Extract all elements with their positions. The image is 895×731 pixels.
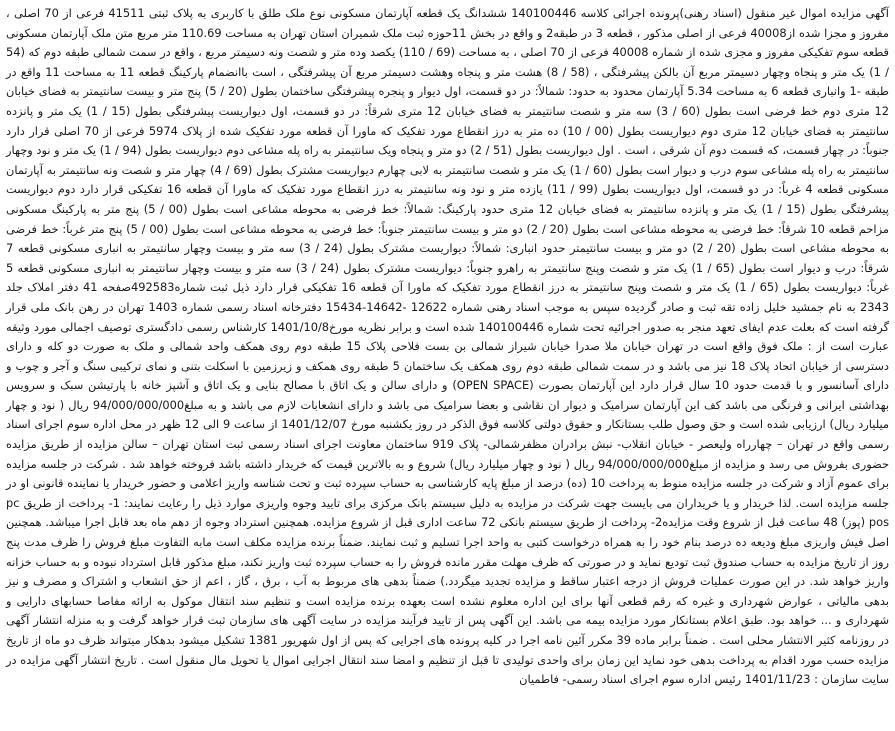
auction-notice-text: آگهی مزایده اموال غیر منقول (اسناد رهنی)پرونده اجرائی کلاسه 140100446 ششدانگ یک قطعه آپارتمان مسکونی نوع ملک طلق با کاربری به پلاک ثبتی 41511 فرعی از 70 اصلی ، مفروز و مجزا شده از40008 فرعی از اصلی مذکور ، قطعه 3 در طبقه2 و واقع در بخش 11حوزه ثبت ملک شمیران استان تهران به مساحت 110.69 متر مربع متن ملک آپارتمان مسکونی قطعه سوم تفکیکی مفروز و مجزی شده از شماره 40008 فرعی از 70 اصلی ، به مساحت (69 / 110) یکصد وده متر و شصت ونه دسیمتر مربع ، واقع در سمت شمالی طبقه دوم که (54 / 1) یک متر و پنجاه وچهار دسیمتر مربع آن بالکن پیشرفتگی ، (58 / 8) هشت متر و پنجاه وهشت دسیمتر مربع آن پیشرفتگی ، است باانضمام پارکینگ قطعه 11 به مساحت 11 واقع در طبقه -1 وانباری قطعه 6 به مساحت 5.34 آپارتمان محدود به حدود: شمالاً: در دو قسمت، اول دیوار و پنجره پیشرفتگی ساختمان بطول (20 / 5) پنج متر و بیست سانتیمتر به فضای خیابان 12 متری دوم خط فرضی است بطول (60 / 3) سه متر و شصت سانتیمتر به فضای خیابان 12 متری شرقاً: در دو قسمت، اول دیواریست پیشرفتگی بطول (15 / 1) یک متر و پانزده سانتیمتر به فضای خیابان 12 متری دوم دیواریست بطول (00 / 10) ده متر به درز انقطاع مورد تفکیک که ماورا آن قطعه مورد تفکیک شده از پلاک 5974 فرعی از 70 اصلی قرار دارد جنوباً: در چهار قسمت، که قسمت دوم آن شرقی ، است . اول دیواریست بطول (51 / 2) دو متر و پنجاه ویک سانتیمتر به راه پله مشاعی دوم دیواریست بطول (94 / 1) یک متر و نود وچهار سانتیمتر به راه پله مشاعی سوم درب و دیوار است بطول (60 / 1) یک متر و شصت سانتیمتر به لابی چهارم دیواریست مشترک بطول (69 / 4) چهار متر و شصت ونه سانتیمتر به آپارتمان مسکونی قطعه 4 غرباً: در دو قسمت، اول دیواریست بطول (99 / 11) یازده متر و نود ونه سانتیمتر به درز انقطاع مورد تفکیک که ماورا آن قطعه 16 تفکیکی قرار دارد دوم دیواریست پیشرفتگی بطول (15 / 1) یک متر و پانزده سانتیمتر به فضای خیابان 12 متری حدود پارکینگ: شمالاً: خط فرضی به محوطه مشاعی است بطول (00 / 5) پنج متر به پارکینگ مسکونی مزاحم قطعه 10 شرقاً: خط فرضی به محوطه مشاعی است بطول (20 / 2) دو متر و بیست سانتیمتر جنوباً: خط فرضی به محوطه مشاعی است بطول (00 / 5) پنج متر غرباً: خط فرضی به محوطه مشاعی است بطول (20 / 2) دو متر و بیست سانتیمتر حدود انباری: شمالاً: دیواریست مشترک بطول (24 / 3) سه متر و بیست وچهار سانتیمتر به انباری مسکونی قطعه 7 شرقاً: درب و دیوار است بطول (65 / 1) یک متر و شصت وپنج سانتیمتر به راهرو جنوباً: دیواریست مشترک بطول (24 / 3) سه متر و بیست وچهار سانتیمتر به انباری مسکونی قطعه 5 غرباً: دیواریست بطول (65 / 1) یک متر و شصت وپنج سانتیمتر به درز انقطاع مورد تفکیک که ماورا آن قطعه 16 تفکیکی قرار دارد ذیل ثبت شماره492583صفحه 41 دفتر املاک جلد 2343 به نام جمشید خلیل زاده تقه ثبت و صادر گردیده سپس به موجب اسناد رهنی شماره 12622 -14642-15434 دفترخانه اسناد رسمی شماره 1403 تهران در رهن بانک ملی قرار گرفته است که بعلت عدم ایفای تعهد منجر به صدور اجرائیه تحت شماره 140100446 شده است و برابر نظریه مورخ1401/10/8 کارشناس رسمی دادگستری توصیف اجمالی مورد وثیقه عبارت است از : ملک فوق واقع است در تهران خیابان ملا صدرا خیابان شیراز شمالی بن بست فلاحی پلاک 15 طبقه دوم روی همکف واحد شمالی و ملک به صورت دو کله و دارای دسترسی از خیابان اتحاد پلاک 18 نیز می باشد و در سمت شمالی طبقه دوم روی همکف یک ساختمان 5 طبقه روی همکف و زیرزمین با اسکلت بتنی و نمای ترکیبی سنگ و آجر و چوب و دارای آسانسور و با قدمت حدود 10 سال قرار دارد این آپارتمان بصورت (OPEN SPACE) و دارای سالن و یک اتاق با مصالح بنایی و یک اتاق و آشپز خانه با پارتیشن سبک و سرویس بهداشتی ایرانی و فرنگی می باشد کف این آپارتمان سرامیک و دیوار ان نقاشی و بعضا سرامیک می باشد و دارای انشعابات لازم می باشد و به مبلغ94/000/000/000 ریال ( نود و چهار میلیارد ریال) ارزیابی شده است و حق وصول طلب بستانکار و حقوق دولتی کلاسه فوق الذکر در روز یکشنبه مورخ 1401/12/07 از ساعت 9 الی 12 ظهر در محل اداره سوم اجرای اسناد رسمی واقع در تهران – چهارراه ولیعصر - خیابان انقلاب- نبش برادران مظفرشمالی- پلاک 919 ساختمان معاونت اجرای اسناد رسمی ثبت استان تهران – سالن مزایده از طریق مزایده حضوری بفروش می رسد و مزایده از مبلغ94/000/000/000 ریال ( نود و چهار میلیارد ریال) شروع و به بالاترین قیمت که خریدار داشته باشد فروخته خواهد شد . شرکت در جلسه مزایده برای عموم آزاد و شرکت در جلسه مزایده منوط به پرداخت 10 (ده) درصد از مبلغ پایه کارشناسی به حساب سپرده ثبت و تحت شناسه واریز اعلامی و حضور خریدار یا نماینده قانونی او در جلسه مزایده است. لذا خریدار و یا خریداران می بایست جهت شرکت در مزایده به دلیل سیستم بانک مرکزی برای تایید وجوه واریزی موارد ذیل را رعایت نمایند: 1- پرداخت از طریق pc pos (پوز) 48 ساعت قبل از شروع وقت مزایده2- پرداخت از طریق سیستم بانکی 72 ساعت اداری قبل از شروع مزایده. همچنین استرداد وجوه از دهم ماه بعد قابل اجرا میباشد. همچنین اصل فیش واریزی مبلغ ودیعه ده درصد بنام خود را به همراه درخواست کتبی به واحد اجرا تسلیم و ثبت نمایند. ضمناً برنده مزایده مکلف است مابه التفاوت مبلغ فروش را ظرف مدت پنج روز از تاریخ مزایده به حساب صندوق ثبت تودیع نماید و در صورتی که ظرف مهلت مقرر مانده فروش را به حساب سپرده ثبت واریز نکند، مبلغ مذکور قابل استرداد نبوده و به حساب خزانه واریز خواهد شد. در این صورت عملیات فروش از درجه اعتبار ساقط و مزایده تجدید میگردد.) ضمناً بدهی های مربوط به آب ، برق ، گاز ، اعم از حق انشعاب و اشتراک و مصرف و نیز بدهی مالیاتی ، عوارض شهرداری و غیره که رقم قطعی آنها برای این اداره معلوم نشده است بعهده برنده مزایده است و تنظیم سند انتقال موکول به ارائه مفاصا حسابهای دارایی و شهرداری و ... خواهد بود. طبق اعلام بستانکار مورد مزایده بیمه می باشد. این آگهی پس از تایید فرآیند مزایده در سایت آگهی های سازمان ثبت قرار خواهد گرفت و به منزله انتشار آگهی در روزنامه کثیر الانتشار محلی است . ضمناً برابر ماده 39 مکرر آئین نامه اجرا در کلیه پرونده های اجرایی که پس از اول شهریور 1381 تشکیل میشود بدهکار میتواند ظرف دو ماه از تاریخ مزایده حسب مورد اقدام به پرداخت بدهی خود نماید این زمان برای واحدی تولیدی تا قبل از تنظیم و امضا سند انتقال اجرایی اموال یا تحویل مال منقول است . تاریخ انتشار آگهی مزایده در سایت سازمان : 1401/11/23 رئیس اداره سوم اجرای اسناد رسمی- فاطمیان — [6, 6, 890, 687]
